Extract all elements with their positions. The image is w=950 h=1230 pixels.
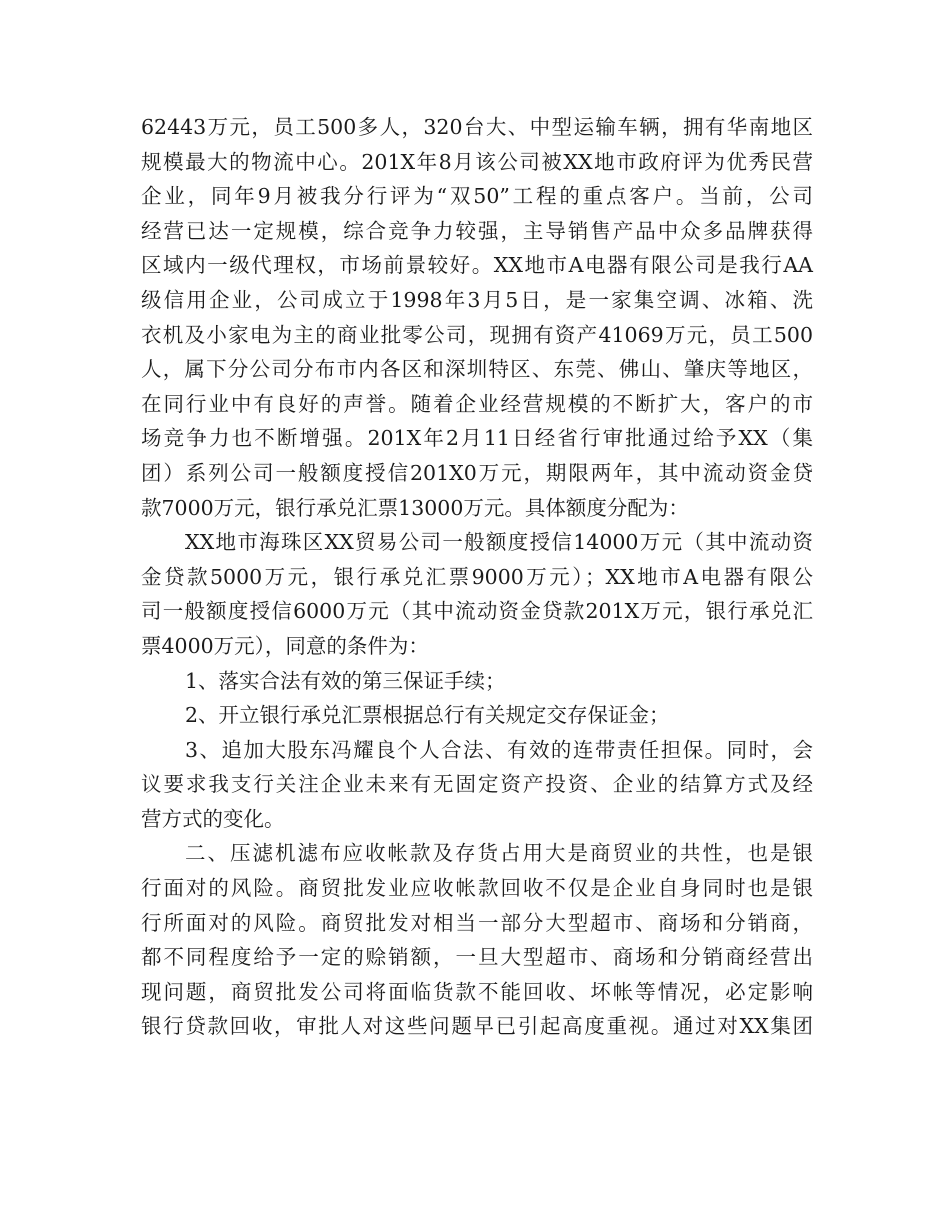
text-line: 级信用企业，公司成立于1998年3月5日，是一家集空调、冰箱、洗 <box>141 287 813 312</box>
text-line: 现问题，商贸批发公司将面临货款不能回收、坏帐等情况，必定影响 <box>141 979 813 1004</box>
text-line: 规模最大的物流中心。201X年8月该公司被XX地市政府评为优秀民营 <box>141 149 813 174</box>
text-line: 3、追加大股东冯耀良个人合法、有效的连带责任担保。同时，会 <box>185 737 813 762</box>
text-line: 二、压滤机滤布应收帐款及存货占用大是商贸业的共性，也是银 <box>185 841 813 866</box>
text-line: 行所面对的风险。商贸批发对相当一部分大型超市、商场和分销商， <box>141 910 813 935</box>
text-line: 银行贷款回收，审批人对这些问题早已引起高度重视。通过对XX集团 <box>141 1014 813 1039</box>
text-line: 行面对的风险。商贸批发业应收帐款回收不仅是企业自身同时也是银 <box>141 876 813 901</box>
text-line: 企业，同年9月被我分行评为“双50”工程的重点客户。当前，公司 <box>141 184 813 209</box>
text-line: XX地市海珠区XX贸易公司一般额度授信14000万元（其中流动资 <box>185 530 813 555</box>
text-line: 在同行业中有良好的声誉。随着企业经营规模的不断扩大，客户的市 <box>141 391 813 416</box>
text-line: 票4000万元），同意的条件为： <box>141 633 429 658</box>
text-line: 议要求我支行关注企业未来有无固定资产投资、企业的结算方式及经 <box>141 772 813 797</box>
text-line: 62443万元，员工500多人，320台大、中型运输车辆，拥有华南地区 <box>141 115 813 139</box>
text-line: 区域内一级代理权，市场前景较好。XX地市A电器有限公司是我行AA <box>141 253 813 278</box>
text-line: 2、开立银行承兑汇票根据总行有关规定交存保证金； <box>185 703 670 728</box>
text-line: 衣机及小家电为主的商业批零公司，现拥有资产41069万元，员工500 <box>141 322 813 347</box>
text-line: 金贷款5000万元，银行承兑汇票9000万元）；XX地市A电器有限公 <box>141 564 813 589</box>
text-line: 团）系列公司一般额度授信201X0万元，期限两年，其中流动资金贷 <box>141 460 813 485</box>
text-line: 经营已达一定规模，综合竞争力较强，主导销售产品中众多品牌获得 <box>141 218 813 243</box>
document-body <box>141 110 813 1044</box>
text-line: 款7000万元，银行承兑汇票13000万元。具体额度分配为： <box>141 495 689 520</box>
text-line: 1、落实合法有效的第三保证手续； <box>185 668 506 693</box>
text-line: 都不同程度给予一定的赊销额，一旦大型超市、商场和分销商经营出 <box>141 945 813 970</box>
text-line: 司一般额度授信6000万元（其中流动资金贷款201X万元，银行承兑汇 <box>141 599 813 624</box>
text-line: 场竞争力也不断增强。201X年2月11日经省行审批通过给予XX（集 <box>141 426 813 451</box>
text-line: 营方式的变化。 <box>141 806 285 831</box>
text-line: 人，属下分公司分布市内各区和深圳特区、东莞、佛山、肇庆等地区， <box>141 357 813 382</box>
